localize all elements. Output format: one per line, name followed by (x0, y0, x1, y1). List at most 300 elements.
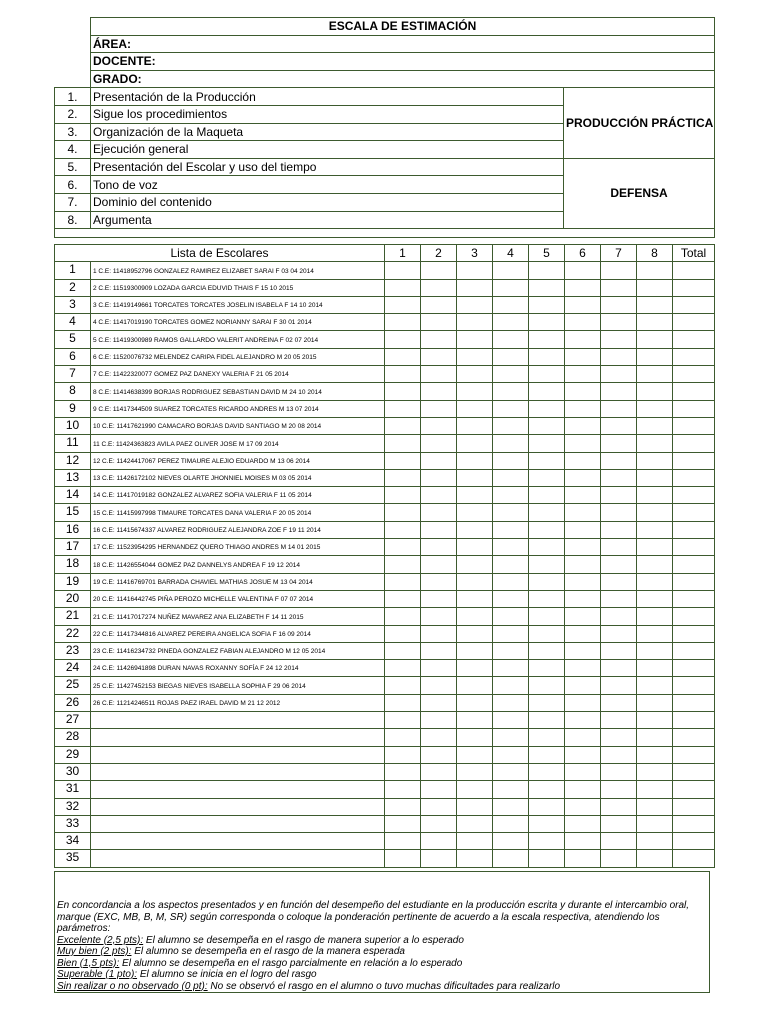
score-cell[interactable] (457, 781, 493, 798)
score-cell[interactable] (529, 833, 565, 850)
score-cell[interactable] (493, 504, 529, 521)
score-cell[interactable] (457, 487, 493, 504)
score-cell[interactable] (565, 348, 601, 365)
score-cell[interactable] (673, 608, 715, 625)
score-cell[interactable] (637, 435, 673, 452)
score-cell[interactable] (529, 712, 565, 729)
score-cell[interactable] (493, 763, 529, 780)
score-cell[interactable] (457, 677, 493, 694)
score-cell[interactable] (421, 400, 457, 417)
score-cell[interactable] (385, 850, 421, 867)
score-cell[interactable] (529, 590, 565, 607)
score-cell[interactable] (421, 539, 457, 556)
score-cell[interactable] (385, 314, 421, 331)
score-cell[interactable] (529, 850, 565, 867)
score-cell[interactable] (673, 504, 715, 521)
score-cell[interactable] (637, 556, 673, 573)
score-cell[interactable] (385, 729, 421, 746)
score-cell[interactable] (421, 660, 457, 677)
score-cell[interactable] (457, 729, 493, 746)
score-cell[interactable] (385, 296, 421, 313)
score-cell[interactable] (601, 573, 637, 590)
score-cell[interactable] (457, 383, 493, 400)
score-cell[interactable] (637, 279, 673, 296)
score-cell[interactable] (601, 590, 637, 607)
score-cell[interactable] (565, 262, 601, 279)
score-cell[interactable] (565, 850, 601, 867)
score-cell[interactable] (385, 712, 421, 729)
score-cell[interactable] (421, 435, 457, 452)
score-cell[interactable] (457, 279, 493, 296)
score-cell[interactable] (601, 504, 637, 521)
score-cell[interactable] (565, 487, 601, 504)
score-cell[interactable] (529, 694, 565, 711)
score-cell[interactable] (385, 660, 421, 677)
score-cell[interactable] (637, 521, 673, 538)
score-cell[interactable] (493, 279, 529, 296)
score-cell[interactable] (457, 763, 493, 780)
score-cell[interactable] (601, 435, 637, 452)
score-cell[interactable] (385, 798, 421, 815)
score-cell[interactable] (637, 417, 673, 434)
score-cell[interactable] (421, 452, 457, 469)
score-cell[interactable] (493, 521, 529, 538)
score-cell[interactable] (601, 608, 637, 625)
score-cell[interactable] (457, 694, 493, 711)
score-cell[interactable] (565, 417, 601, 434)
score-cell[interactable] (601, 348, 637, 365)
score-cell[interactable] (493, 729, 529, 746)
score-cell[interactable] (637, 746, 673, 763)
score-cell[interactable] (565, 763, 601, 780)
score-cell[interactable] (529, 331, 565, 348)
score-cell[interactable] (385, 452, 421, 469)
score-cell[interactable] (673, 314, 715, 331)
score-cell[interactable] (565, 746, 601, 763)
score-cell[interactable] (421, 763, 457, 780)
score-cell[interactable] (601, 366, 637, 383)
score-cell[interactable] (565, 833, 601, 850)
score-cell[interactable] (565, 383, 601, 400)
score-cell[interactable] (637, 331, 673, 348)
score-cell[interactable] (565, 781, 601, 798)
score-cell[interactable] (421, 642, 457, 659)
score-cell[interactable] (421, 487, 457, 504)
score-cell[interactable] (529, 781, 565, 798)
score-cell[interactable] (385, 590, 421, 607)
score-cell[interactable] (673, 539, 715, 556)
score-cell[interactable] (493, 625, 529, 642)
score-cell[interactable] (637, 833, 673, 850)
score-cell[interactable] (421, 469, 457, 486)
score-cell[interactable] (565, 694, 601, 711)
score-cell[interactable] (601, 383, 637, 400)
score-cell[interactable] (385, 746, 421, 763)
score-cell[interactable] (529, 642, 565, 659)
score-cell[interactable] (421, 383, 457, 400)
score-cell[interactable] (493, 833, 529, 850)
score-cell[interactable] (601, 296, 637, 313)
score-cell[interactable] (565, 539, 601, 556)
score-cell[interactable] (493, 452, 529, 469)
score-cell[interactable] (601, 642, 637, 659)
score-cell[interactable] (673, 573, 715, 590)
score-cell[interactable] (637, 642, 673, 659)
score-cell[interactable] (421, 314, 457, 331)
score-cell[interactable] (601, 625, 637, 642)
score-cell[interactable] (421, 729, 457, 746)
score-cell[interactable] (673, 262, 715, 279)
score-cell[interactable] (421, 573, 457, 590)
score-cell[interactable] (673, 521, 715, 538)
score-cell[interactable] (385, 539, 421, 556)
score-cell[interactable] (529, 400, 565, 417)
score-cell[interactable] (421, 521, 457, 538)
score-cell[interactable] (457, 660, 493, 677)
score-cell[interactable] (493, 677, 529, 694)
score-cell[interactable] (457, 642, 493, 659)
score-cell[interactable] (601, 746, 637, 763)
score-cell[interactable] (385, 348, 421, 365)
score-cell[interactable] (421, 798, 457, 815)
score-cell[interactable] (673, 625, 715, 642)
score-cell[interactable] (493, 314, 529, 331)
score-cell[interactable] (637, 469, 673, 486)
score-cell[interactable] (421, 348, 457, 365)
score-cell[interactable] (385, 366, 421, 383)
score-cell[interactable] (637, 452, 673, 469)
score-cell[interactable] (565, 435, 601, 452)
score-cell[interactable] (529, 314, 565, 331)
score-cell[interactable] (457, 833, 493, 850)
score-cell[interactable] (421, 815, 457, 832)
score-cell[interactable] (637, 366, 673, 383)
score-cell[interactable] (601, 763, 637, 780)
score-cell[interactable] (421, 677, 457, 694)
score-cell[interactable] (565, 729, 601, 746)
score-cell[interactable] (457, 850, 493, 867)
score-cell[interactable] (493, 383, 529, 400)
score-cell[interactable] (673, 815, 715, 832)
score-cell[interactable] (565, 556, 601, 573)
score-cell[interactable] (457, 798, 493, 815)
score-cell[interactable] (637, 573, 673, 590)
score-cell[interactable] (421, 694, 457, 711)
score-cell[interactable] (529, 435, 565, 452)
score-cell[interactable] (529, 469, 565, 486)
score-cell[interactable] (421, 279, 457, 296)
score-cell[interactable] (601, 539, 637, 556)
score-cell[interactable] (493, 348, 529, 365)
score-cell[interactable] (529, 262, 565, 279)
score-cell[interactable] (565, 625, 601, 642)
score-cell[interactable] (457, 331, 493, 348)
score-cell[interactable] (529, 677, 565, 694)
score-cell[interactable] (673, 677, 715, 694)
score-cell[interactable] (601, 556, 637, 573)
score-cell[interactable] (637, 262, 673, 279)
score-cell[interactable] (493, 660, 529, 677)
score-cell[interactable] (385, 262, 421, 279)
score-cell[interactable] (673, 590, 715, 607)
score-cell[interactable] (637, 677, 673, 694)
score-cell[interactable] (529, 763, 565, 780)
score-cell[interactable] (601, 677, 637, 694)
score-cell[interactable] (637, 590, 673, 607)
score-cell[interactable] (421, 625, 457, 642)
score-cell[interactable] (457, 712, 493, 729)
score-cell[interactable] (493, 712, 529, 729)
score-cell[interactable] (457, 556, 493, 573)
score-cell[interactable] (673, 487, 715, 504)
score-cell[interactable] (457, 417, 493, 434)
score-cell[interactable] (493, 798, 529, 815)
score-cell[interactable] (457, 539, 493, 556)
score-cell[interactable] (385, 435, 421, 452)
score-cell[interactable] (493, 573, 529, 590)
score-cell[interactable] (673, 729, 715, 746)
score-cell[interactable] (457, 452, 493, 469)
score-cell[interactable] (673, 435, 715, 452)
score-cell[interactable] (601, 400, 637, 417)
score-cell[interactable] (457, 521, 493, 538)
score-cell[interactable] (673, 833, 715, 850)
score-cell[interactable] (673, 400, 715, 417)
score-cell[interactable] (385, 781, 421, 798)
score-cell[interactable] (493, 539, 529, 556)
score-cell[interactable] (385, 504, 421, 521)
score-cell[interactable] (493, 590, 529, 607)
score-cell[interactable] (637, 608, 673, 625)
score-cell[interactable] (529, 452, 565, 469)
score-cell[interactable] (637, 763, 673, 780)
score-cell[interactable] (565, 798, 601, 815)
score-cell[interactable] (673, 781, 715, 798)
score-cell[interactable] (565, 279, 601, 296)
score-cell[interactable] (421, 296, 457, 313)
score-cell[interactable] (421, 366, 457, 383)
score-cell[interactable] (529, 815, 565, 832)
score-cell[interactable] (385, 331, 421, 348)
score-cell[interactable] (457, 625, 493, 642)
score-cell[interactable] (673, 712, 715, 729)
score-cell[interactable] (637, 798, 673, 815)
score-cell[interactable] (385, 608, 421, 625)
score-cell[interactable] (601, 815, 637, 832)
score-cell[interactable] (637, 781, 673, 798)
score-cell[interactable] (601, 798, 637, 815)
score-cell[interactable] (493, 781, 529, 798)
score-cell[interactable] (493, 608, 529, 625)
score-cell[interactable] (673, 279, 715, 296)
score-cell[interactable] (637, 400, 673, 417)
score-cell[interactable] (565, 677, 601, 694)
score-cell[interactable] (421, 608, 457, 625)
score-cell[interactable] (565, 521, 601, 538)
score-cell[interactable] (385, 400, 421, 417)
score-cell[interactable] (637, 712, 673, 729)
score-cell[interactable] (385, 694, 421, 711)
score-cell[interactable] (493, 435, 529, 452)
score-cell[interactable] (457, 400, 493, 417)
score-cell[interactable] (529, 296, 565, 313)
score-cell[interactable] (601, 469, 637, 486)
score-cell[interactable] (385, 763, 421, 780)
score-cell[interactable] (493, 487, 529, 504)
score-cell[interactable] (601, 781, 637, 798)
score-cell[interactable] (529, 625, 565, 642)
score-cell[interactable] (385, 487, 421, 504)
score-cell[interactable] (601, 729, 637, 746)
score-cell[interactable] (637, 296, 673, 313)
score-cell[interactable] (457, 504, 493, 521)
score-cell[interactable] (601, 417, 637, 434)
score-cell[interactable] (421, 417, 457, 434)
score-cell[interactable] (421, 331, 457, 348)
score-cell[interactable] (673, 348, 715, 365)
score-cell[interactable] (673, 850, 715, 867)
score-cell[interactable] (601, 262, 637, 279)
score-cell[interactable] (493, 296, 529, 313)
score-cell[interactable] (457, 573, 493, 590)
score-cell[interactable] (493, 366, 529, 383)
score-cell[interactable] (385, 625, 421, 642)
score-cell[interactable] (565, 331, 601, 348)
score-cell[interactable] (565, 712, 601, 729)
score-cell[interactable] (673, 660, 715, 677)
score-cell[interactable] (529, 383, 565, 400)
score-cell[interactable] (565, 815, 601, 832)
score-cell[interactable] (673, 383, 715, 400)
score-cell[interactable] (565, 296, 601, 313)
score-cell[interactable] (529, 746, 565, 763)
score-cell[interactable] (457, 469, 493, 486)
score-cell[interactable] (385, 573, 421, 590)
score-cell[interactable] (493, 262, 529, 279)
score-cell[interactable] (673, 694, 715, 711)
score-cell[interactable] (421, 590, 457, 607)
score-cell[interactable] (565, 452, 601, 469)
score-cell[interactable] (565, 608, 601, 625)
score-cell[interactable] (601, 521, 637, 538)
score-cell[interactable] (421, 556, 457, 573)
score-cell[interactable] (637, 625, 673, 642)
score-cell[interactable] (529, 417, 565, 434)
score-cell[interactable] (421, 504, 457, 521)
score-cell[interactable] (457, 262, 493, 279)
score-cell[interactable] (529, 539, 565, 556)
score-cell[interactable] (385, 833, 421, 850)
score-cell[interactable] (457, 314, 493, 331)
score-cell[interactable] (673, 452, 715, 469)
score-cell[interactable] (457, 608, 493, 625)
score-cell[interactable] (637, 487, 673, 504)
score-cell[interactable] (565, 660, 601, 677)
score-cell[interactable] (601, 452, 637, 469)
score-cell[interactable] (601, 833, 637, 850)
score-cell[interactable] (529, 521, 565, 538)
score-cell[interactable] (385, 417, 421, 434)
score-cell[interactable] (601, 487, 637, 504)
score-cell[interactable] (421, 781, 457, 798)
score-cell[interactable] (529, 608, 565, 625)
score-cell[interactable] (673, 642, 715, 659)
score-cell[interactable] (529, 366, 565, 383)
score-cell[interactable] (493, 642, 529, 659)
score-cell[interactable] (601, 660, 637, 677)
score-cell[interactable] (529, 798, 565, 815)
score-cell[interactable] (565, 642, 601, 659)
score-cell[interactable] (493, 815, 529, 832)
score-cell[interactable] (457, 296, 493, 313)
score-cell[interactable] (457, 348, 493, 365)
score-cell[interactable] (457, 815, 493, 832)
score-cell[interactable] (529, 660, 565, 677)
score-cell[interactable] (529, 573, 565, 590)
score-cell[interactable] (493, 417, 529, 434)
score-cell[interactable] (565, 314, 601, 331)
score-cell[interactable] (529, 279, 565, 296)
score-cell[interactable] (673, 296, 715, 313)
score-cell[interactable] (673, 469, 715, 486)
score-cell[interactable] (601, 712, 637, 729)
score-cell[interactable] (385, 521, 421, 538)
score-cell[interactable] (385, 383, 421, 400)
score-cell[interactable] (565, 504, 601, 521)
score-cell[interactable] (457, 590, 493, 607)
score-cell[interactable] (457, 746, 493, 763)
score-cell[interactable] (565, 400, 601, 417)
score-cell[interactable] (529, 556, 565, 573)
score-cell[interactable] (565, 590, 601, 607)
score-cell[interactable] (637, 815, 673, 832)
score-cell[interactable] (493, 746, 529, 763)
score-cell[interactable] (565, 366, 601, 383)
score-cell[interactable] (601, 314, 637, 331)
score-cell[interactable] (637, 729, 673, 746)
score-cell[interactable] (673, 556, 715, 573)
score-cell[interactable] (673, 366, 715, 383)
score-cell[interactable] (637, 383, 673, 400)
score-cell[interactable] (385, 556, 421, 573)
score-cell[interactable] (637, 660, 673, 677)
score-cell[interactable] (493, 850, 529, 867)
score-cell[interactable] (637, 850, 673, 867)
score-cell[interactable] (529, 348, 565, 365)
score-cell[interactable] (421, 850, 457, 867)
score-cell[interactable] (421, 746, 457, 763)
score-cell[interactable] (637, 694, 673, 711)
score-cell[interactable] (421, 833, 457, 850)
score-cell[interactable] (385, 815, 421, 832)
score-cell[interactable] (493, 469, 529, 486)
score-cell[interactable] (493, 694, 529, 711)
score-cell[interactable] (421, 262, 457, 279)
score-cell[interactable] (601, 694, 637, 711)
score-cell[interactable] (529, 504, 565, 521)
score-cell[interactable] (601, 279, 637, 296)
score-cell[interactable] (637, 504, 673, 521)
score-cell[interactable] (565, 469, 601, 486)
score-cell[interactable] (457, 435, 493, 452)
score-cell[interactable] (637, 348, 673, 365)
score-cell[interactable] (385, 677, 421, 694)
score-cell[interactable] (457, 366, 493, 383)
score-cell[interactable] (385, 279, 421, 296)
score-cell[interactable] (673, 746, 715, 763)
score-cell[interactable] (565, 573, 601, 590)
score-cell[interactable] (673, 798, 715, 815)
